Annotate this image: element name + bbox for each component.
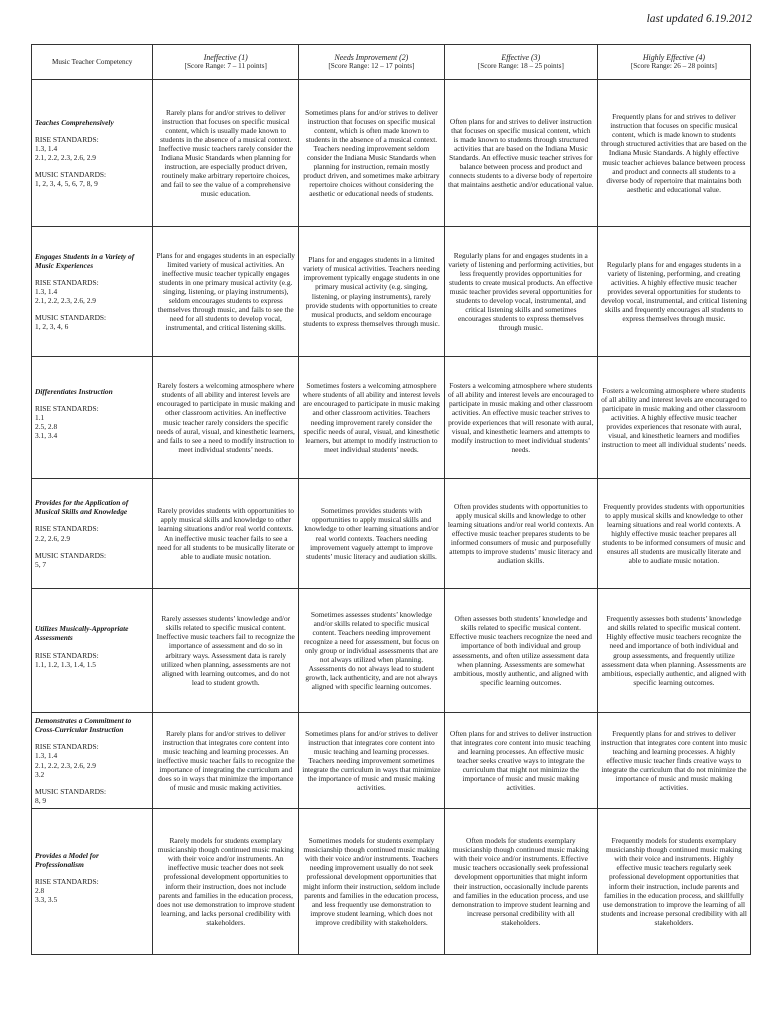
needs-improvement-cell: Sometimes fosters a welcoming atmosphere where students of all ability and interest levels are encouraged to participate in music making and other classroom activities. Teachers needing improvement rarely consider the specific needs of aural, visual, and kinesthetic learners, but attempt to modify instruction to meet individual students’ needs.	[299, 357, 445, 479]
rubric-row	[32, 357, 751, 479]
needs-improvement-cell: Sometimes models for students exemplary musicianship though continued music making with their voice and/or instruments. Teachers needing improvement usually do not seek professional development opportunities that might inform their instruction, seldom include parents and families in the education process, and less frequently use demonstration to improve student learning, which does not improve credibility with stakeholders.	[299, 809, 445, 955]
highly-effective-cell: Frequently models for students exemplary musicianship though continued music making with their voice and instruments. Highly effective music teachers regularly seek professional development opportunities that inform their instruction, include parents and families in the education process, and skillfully use demonstration to improve the learning of all students and increase personal credibility with all stakeholders.	[597, 809, 750, 955]
effective-cell: Often plans for and strives to deliver instruction that focuses on specific musical content, which is made known to students through structured activities that are based on the Indiana Music Standards. An effective music teacher strives for balance between process and product and connects students to a diverse body of repertoire that maintains aesthetic and/or educational value.	[444, 80, 597, 227]
needs-improvement-cell: Sometimes plans for and/or strives to deliver instruction that integrates core content into music teaching and learning processes. Teachers needing improvement sometimes integrate the curriculum in ways that minimize the importance of music and music making activities.	[299, 713, 445, 809]
highly-effective-cell: Fosters a welcoming atmosphere where students of all ability and interest levels are encouraged to participate in music making and other classroom activities. A highly effective music teacher provides experiences that resonate with aural, visual, and kinesthetic learners and modifies instruction to meet all individual students’ needs.	[597, 357, 750, 479]
rubric-row	[32, 713, 751, 809]
needs-improvement-cell: Sometimes assesses students’ knowledge and/or skills related to specific musical content. Teachers needing improvement recognize a need for assessment, but focus on only group or individual assessments that are not always utilized when planning. Assessments do not always lead to student growth, lack authenticity, and are not always aligned with specific learning outcomes.	[299, 589, 445, 713]
rubric-row	[32, 80, 751, 227]
effective-cell: Often plans for and strives to deliver instruction that integrates core content into music teaching and learning processes. An effective music teacher seeks creative ways to integrate the curriculum that might not minimize the importance of music and music making activities.	[444, 713, 597, 809]
header-effective: Effective (3) [Score Range: 18 – 25 points]	[444, 45, 597, 80]
effective-cell: Often models for students exemplary musicianship though continued music making with their voice and/or instruments. Effective music teachers occasionally seek professional development opportunities that might inform their instruction, occasionally include parents and families in the education process, and use demonstration to improve student learning and increase personal credibility with all stakeholders.	[444, 809, 597, 955]
ineffective-cell: Plans for and engages students in an especially limited variety of musical activities. An ineffective music teacher typically engages students in one primary musical activity (e.g. singing, listening, or playing instruments), seldom encourages students to express themselves through music, and fails to see the need for all students to develop vocal, instrumental, and critical listening skills.	[153, 227, 299, 357]
competency-cell: Teaches Comprehensively RISE STANDARDS: 1.3, 1.4 2.1, 2.2, 2.3, 2.6, 2.9 MUSIC STANDARDS: 1, 2, 3, 4, 5, 6, 7, 8, 9	[32, 80, 153, 227]
rubric-row	[32, 809, 751, 955]
ineffective-cell: Rarely plans for and/or strives to deliver instruction that integrates core content into music teaching and learning processes. An ineffective music teacher fails to recognize the importance of integrating the curriculum and does so in ways that minimize the importance of music and music making activities.	[153, 713, 299, 809]
header-highly-effective: Highly Effective (4) [Score Range: 26 – 28 points]	[597, 45, 750, 80]
highly-effective-cell: Frequently assesses both students’ knowledge and skills related to specific musical content. Highly effective music teachers recognize the need and importance of both individual and group assessments, and frequently utilize assessment data when planning. Assessments are ambitious, especially authentic, and aligned with specific learning outcomes.	[597, 589, 750, 713]
competency-cell: Demonstrates a Commitment to Cross-Curricular Instruction RISE STANDARDS: 1.3, 1.4 2.1, 2.2, 2.3, 2.6, 2.9 3.2 MUSIC STANDARDS: 8, 9	[32, 713, 153, 809]
competency-cell: Provides for the Application of Musical Skills and Knowledge RISE STANDARDS: 2.2, 2.6, 2.9 MUSIC STANDARDS: 5, 7	[32, 479, 153, 589]
competency-cell: Utilizes Musically-Appropriate Assessments RISE STANDARDS: 1.1, 1.2, 1.3, 1.4, 1.5	[32, 589, 153, 713]
ineffective-cell: Rarely fosters a welcoming atmosphere where students of all ability and interest levels are encouraged to participate in music making and other classroom activities. An ineffective music teacher rarely considers the specific needs of aural, visual, and kinesthetic learners, and fails to see a need to modify instruction to meet individual students’ needs.	[153, 357, 299, 479]
effective-cell: Fosters a welcoming atmosphere where students of all ability and interest levels are encouraged to participate in music making and other classroom activities. An effective music teacher strives to provide experiences that will resonate with aural, visual, and kinesthetic learners and attempts to modify instruction to meet individual students’ needs.	[444, 357, 597, 479]
competency-cell: Provides a Model for Professionalism RISE STANDARDS: 2.8 3.3, 3.5	[32, 809, 153, 955]
ineffective-cell: Rarely provides students with opportunities to apply musical skills and knowledge to other learning situations and/or real world contexts. An ineffective music teacher fails to see a need for all students to be musically literate or able to audiate music notation.	[153, 479, 299, 589]
highly-effective-cell: Frequently plans for and strives to deliver instruction that integrates core content into music teaching and learning processes. A highly effective music teacher finds creative ways to integrate the curriculum that do not minimize the importance of music and music making activities.	[597, 713, 750, 809]
header-needs-improvement: Needs Improvement (2) [Score Range: 12 – 17 points]	[299, 45, 445, 80]
effective-cell: Often provides students with opportunities to apply musical skills and knowledge to other learning situations and/or real world contexts. An effective music teacher prepares students to be informed consumers of music and purposefully attempts to improve students’ music literacy and audiation skills.	[444, 479, 597, 589]
effective-cell: Often assesses both students’ knowledge and skills related to specific musical content. Effective music teachers recognize the need and importance of both individual and group assessments, and often utilize assessment data when planning. Assessments are somewhat ambitious, mostly authentic, and aligned with specific learning outcomes.	[444, 589, 597, 713]
competency-cell: Differentiates Instruction RISE STANDARDS: 1.1 2.5, 2.8 3.1, 3.4	[32, 357, 153, 479]
header-ineffective: Ineffective (1) [Score Range: 7 – 11 points]	[153, 45, 299, 80]
effective-cell: Regularly plans for and engages students in a variety of listening and performing activities, but less frequently provides opportunities for students to create musical products. An effective music teacher provides several opportunities for students to develop vocal, instrumental, and critical listening skills and sometimes encourages students to express themselves through music.	[444, 227, 597, 357]
competency-cell: Engages Students in a Variety of Music Experiences RISE STANDARDS: 1.3, 1.4 2.1, 2.2, 2.3, 2.6, 2.9 MUSIC STANDARDS: 1, 2, 3, 4, 6	[32, 227, 153, 357]
needs-improvement-cell: Sometimes provides students with opportunities to apply musical skills and knowledge to other learning situations and/or real world contexts. Teachers needing improvement vaguely attempt to improve students’ music literacy and audiation skills.	[299, 479, 445, 589]
ineffective-cell: Rarely models for students exemplary musicianship though continued music making with their voice and/or instruments. An ineffective music teacher does not seek professional development opportunities to inform their instruction, does not include parents and families in the education process, does not use demonstration to improve student learning, and lacks personal credibility with stakeholders.	[153, 809, 299, 955]
rubric-row	[32, 479, 751, 589]
ineffective-cell: Rarely plans for and/or strives to deliver instruction that focuses on specific musical content, which is usually made known to students in the absence of a musical context. Ineffective music teachers rarely consider the Indiana Music Standards when planning for instruction, are especially product driven, routinely make arbitrary repertoire choices, and fail to see the value of a comprehensive music education.	[153, 80, 299, 227]
highly-effective-cell: Regularly plans for and engages students in a variety of listening, performing, and creating activities. A highly effective music teacher provides several opportunities for students to develop vocal, instrumental, and critical listening skills and frequently encourages all students to express themselves through music.	[597, 227, 750, 357]
needs-improvement-cell: Plans for and engages students in a limited variety of musical activities. Teachers needing improvement typically engage students in one primary musical activity (e.g. singing, listening, or playing instruments), rarely provide students with opportunities to create musical products, and seldom encourage students to express themselves through music.	[299, 227, 445, 357]
header-competency: Music Teacher Competency	[32, 45, 153, 80]
rubric-table	[31, 44, 751, 955]
last-updated: last updated 6.19.2012	[646, 13, 752, 25]
rubric-row	[32, 227, 751, 357]
rubric-row	[32, 589, 751, 713]
needs-improvement-cell: Sometimes plans for and/or strives to deliver instruction that focuses on specific musical content, which is often made known to students in the absence of a musical context. Teachers needing improvement seldom consider the Indiana Music Standards when planning for instruction, remain mostly product driven, and sometimes make arbitrary repertoire choices without considering the aesthetic or educational needs of students.	[299, 80, 445, 227]
highly-effective-cell: Frequently plans for and strives to deliver instruction that focuses on specific musical content, which is made known to students through structured activities that are based on the Indiana Music Standards. A highly effective music teacher achieves balance between process and product and connects all students to a diverse body of repertoire that maintains both aesthetic and educational value.	[597, 80, 750, 227]
highly-effective-cell: Frequently provides students with opportunities to apply musical skills and knowledge to other learning situations and real world contexts. A highly effective music teacher prepares all students to be informed consumers of music and ensures all students are musically literate and able to audiate music notation.	[597, 479, 750, 589]
ineffective-cell: Rarely assesses students’ knowledge and/or skills related to specific musical content. Ineffective music teachers fail to recognize the importance of assessment and do so in arbitrary ways. Assessment data is rarely utilized when planning, assessments are not aligned with learning outcomes, and do not lead to student growth.	[153, 589, 299, 713]
header-row	[32, 45, 751, 80]
